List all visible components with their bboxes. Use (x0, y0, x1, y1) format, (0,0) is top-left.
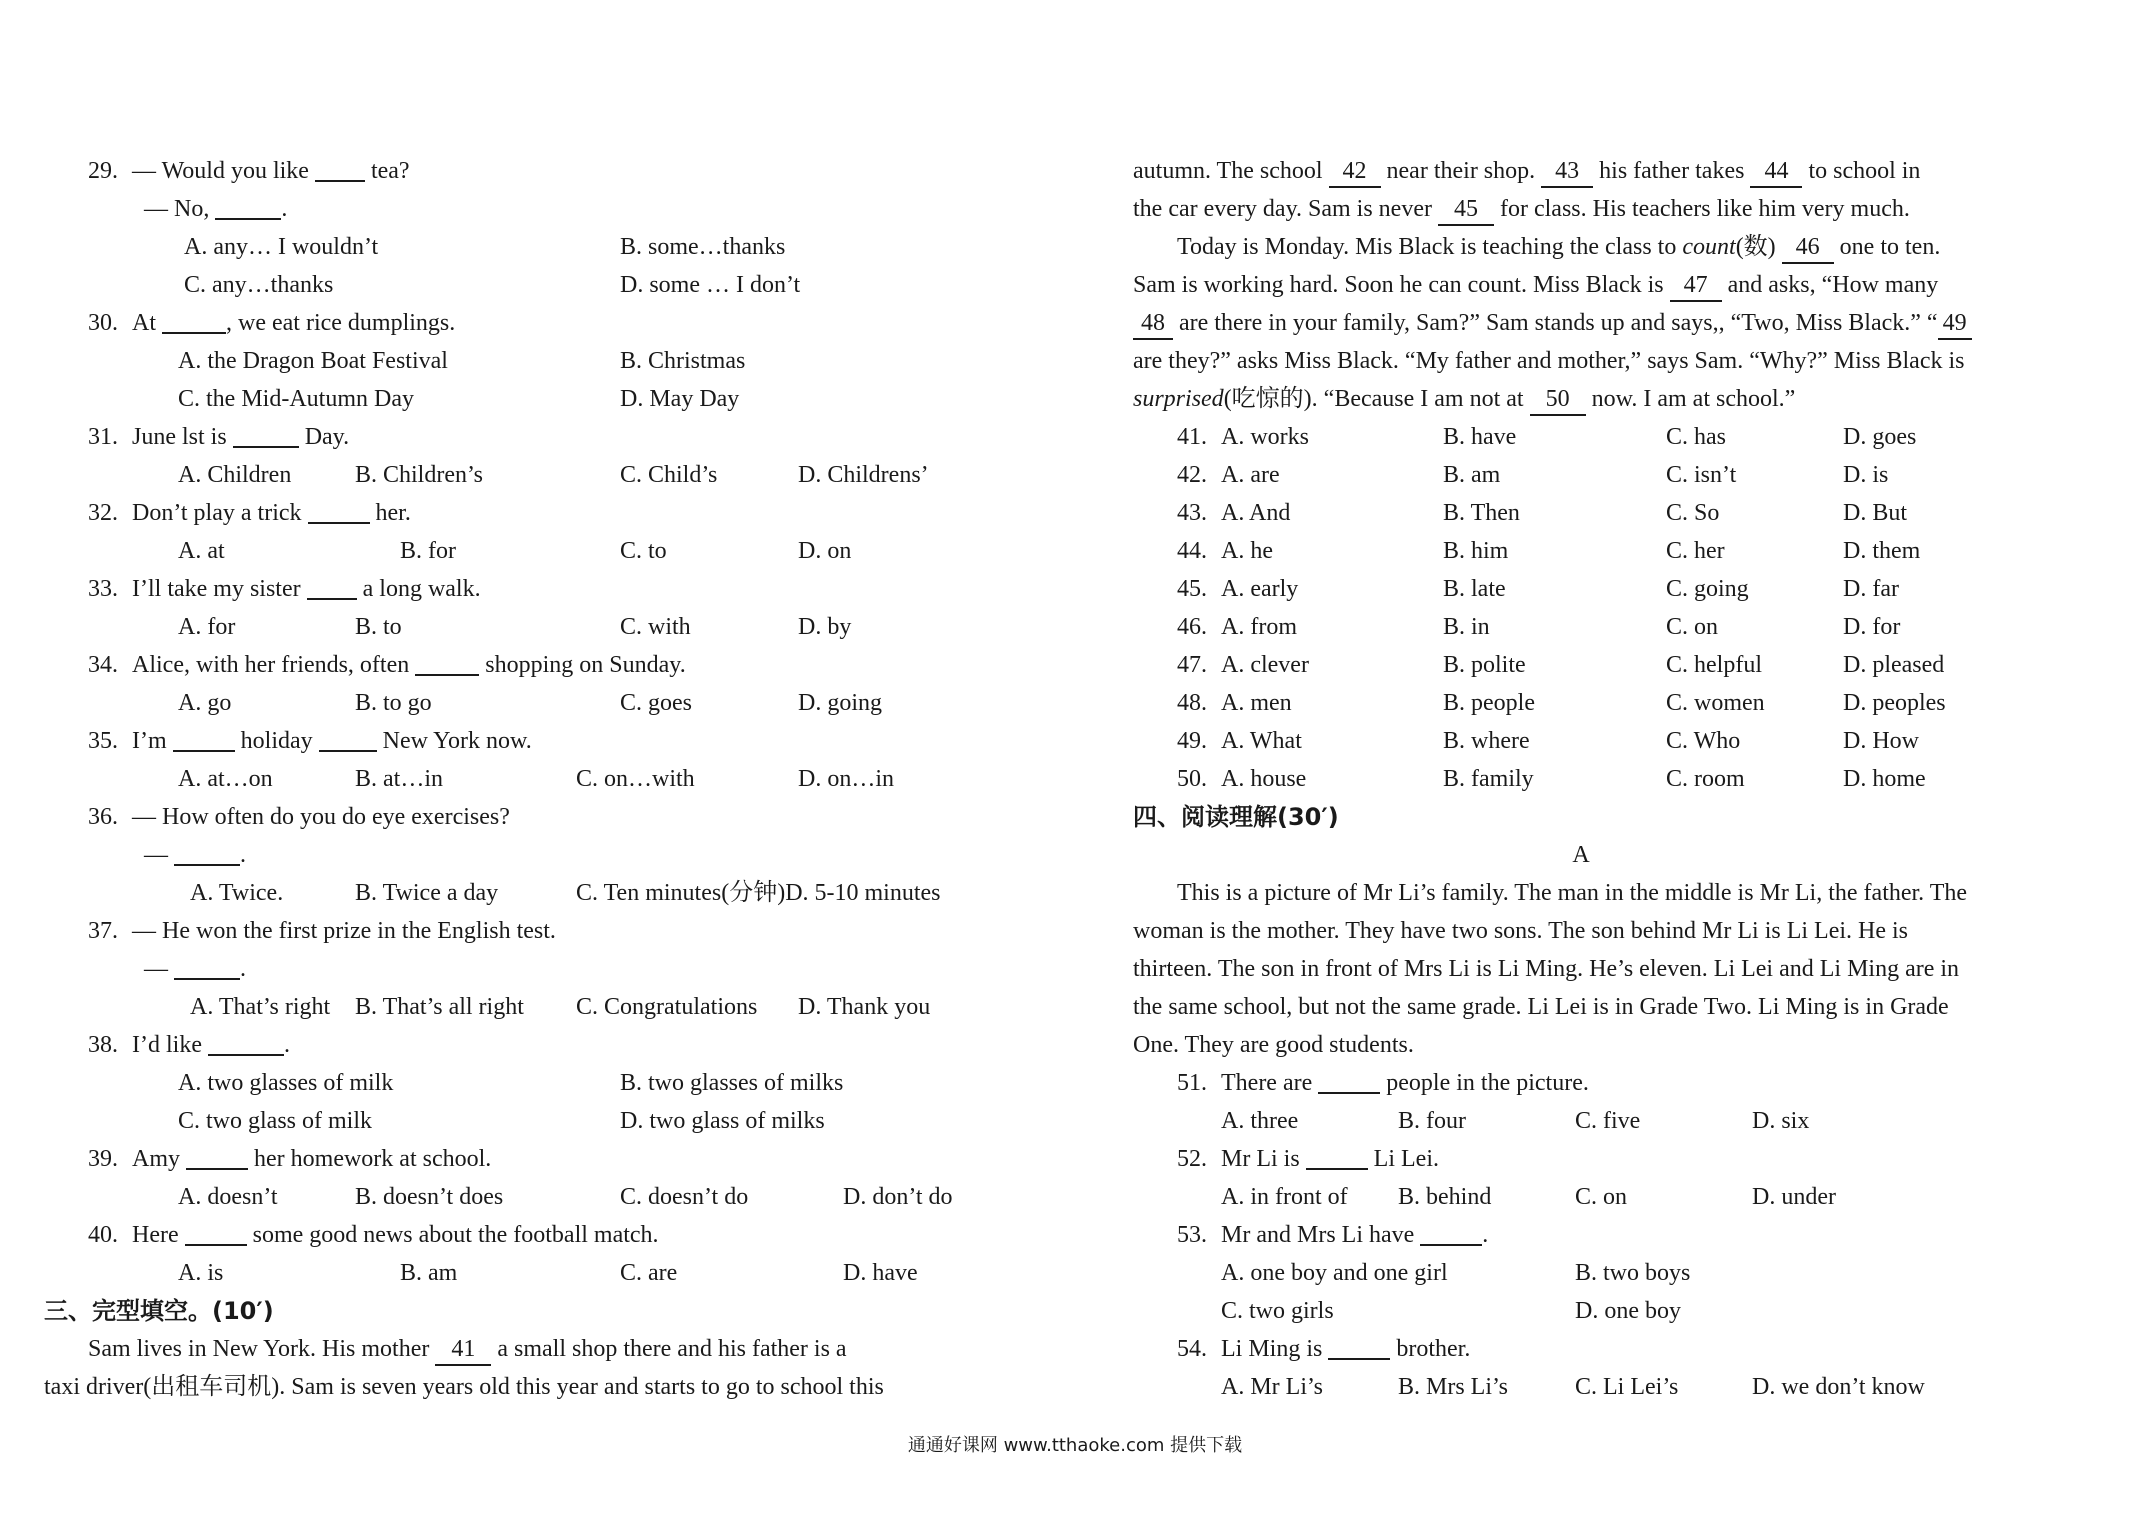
option-d: D. pleased (1843, 652, 1945, 678)
option-b: B. at…in (355, 766, 443, 792)
option-a: A. he (1221, 538, 1273, 564)
right-column (1133, 152, 2029, 1406)
passage-label-text: A (1572, 842, 1590, 868)
option-b: B. two boys (1575, 1260, 1691, 1286)
option-b: B. two glasses of milks (620, 1070, 844, 1096)
option-c: C. the Mid-Autumn Day (178, 386, 414, 412)
question-31 (88, 418, 988, 456)
passage-text: the same school, but not the same grade. Li Lei is in Grade Two. Li Ming is in Grade (1133, 994, 1949, 1020)
question-52-options (1133, 1178, 2029, 1216)
option-c: C. on (1666, 614, 1719, 640)
question-stem: Alice, with her friends, often (132, 652, 410, 678)
question-stem: Don’t play a trick (132, 500, 302, 526)
question-number: 49. (1177, 728, 1207, 754)
answer-blank (233, 420, 299, 448)
passage-text: Today is Monday. Mis Black is teaching the class to (1177, 234, 1677, 260)
question-31-options (88, 456, 988, 494)
option-b: B. That’s all right (355, 994, 524, 1020)
numbered-blank-41: 41 (435, 1334, 491, 1366)
question-53-options (1133, 1292, 2029, 1330)
passage-text: now. I am at school.” (1591, 386, 1796, 412)
option-c: C. on…with (576, 766, 695, 792)
passage-label (1133, 836, 2029, 874)
option-d: D. going (798, 690, 882, 716)
answer-blank (162, 306, 226, 334)
option-a: A. any… I wouldn’t (184, 234, 379, 260)
option-c: C. room (1666, 766, 1745, 792)
question-40 (88, 1216, 988, 1254)
question-stem: Amy (132, 1146, 180, 1172)
option-c: C. Congratulations (576, 994, 758, 1020)
option-b: B. to (355, 614, 402, 640)
question-number: 44. (1177, 538, 1207, 564)
passage-text: one to ten. (1839, 234, 1941, 260)
passage-text: (数) (1735, 234, 1776, 260)
question-29-options (88, 266, 988, 304)
question-number: 38. (88, 1032, 118, 1058)
answer-blank (1420, 1218, 1482, 1246)
page-footer (0, 1427, 2150, 1465)
cloze-option-row (1133, 494, 2029, 532)
question-32 (88, 494, 988, 532)
section-heading-text: 三、完型填空。(10′) (44, 1297, 274, 1325)
footer-text: 通通好课网 www.tthaoke.com 提供下载 (907, 1435, 1243, 1456)
numbered-blank-48: 48 (1133, 308, 1173, 340)
cloze-passage-line-1 (88, 1330, 988, 1368)
cloze-option-row (1133, 532, 2029, 570)
option-d: D. have (843, 1260, 918, 1286)
question-54 (1133, 1330, 2029, 1368)
question-33 (88, 570, 988, 608)
option-d: D. goes (1843, 424, 1917, 450)
question-stem: Li Ming is (1221, 1336, 1323, 1362)
option-b: B. am (400, 1260, 458, 1286)
reading-passage-line-1 (1133, 874, 2029, 912)
question-stem: There are (1221, 1070, 1313, 1096)
option-a: A. clever (1221, 652, 1309, 678)
option-c: C. are (620, 1260, 678, 1286)
option-b: B. to go (355, 690, 432, 716)
option-b: B. Mrs Li’s (1398, 1374, 1509, 1400)
reply-text: — (144, 956, 168, 982)
reply-text: — No, (144, 196, 210, 222)
section-3-heading (44, 1292, 988, 1330)
answer-blank (186, 1142, 248, 1170)
question-35 (88, 722, 988, 760)
question-stem: — Would you like (132, 158, 309, 184)
answer-blank (319, 724, 377, 752)
question-stem: , we eat rice dumplings. (226, 310, 456, 336)
passage-text: are they?” asks Miss Black. “My father and mother,” says Sam. “Why?” Miss Black is (1133, 348, 1965, 374)
cloze-passage-line-6 (1133, 266, 2029, 304)
passage-text: to school in (1808, 158, 1921, 184)
answer-blank (315, 154, 365, 182)
question-32-options (88, 532, 988, 570)
numbered-blank-50: 50 (1530, 384, 1586, 416)
option-d: D. on…in (798, 766, 894, 792)
option-c: C. any…thanks (184, 272, 334, 298)
option-b: B. where (1443, 728, 1530, 754)
option-d: D. But (1843, 500, 1908, 526)
cloze-option-row (1133, 646, 2029, 684)
cloze-option-row (1133, 418, 2029, 456)
cloze-option-row (1133, 722, 2029, 760)
option-a: A. That’s right (190, 994, 331, 1020)
question-stem: her. (375, 500, 411, 526)
cloze-option-row (1133, 456, 2029, 494)
option-d: D. two glass of milks (620, 1108, 825, 1134)
question-38-options (88, 1064, 988, 1102)
numbered-blank-43: 43 (1541, 156, 1593, 188)
option-b: B. four (1398, 1108, 1466, 1134)
option-a: A. from (1221, 614, 1297, 640)
option-d: D. on (798, 538, 852, 564)
answer-blank (1306, 1142, 1368, 1170)
passage-text: Sam is working hard. Soon he can count. Miss Black is (1133, 272, 1664, 298)
question-stem: Here (132, 1222, 179, 1248)
question-37-options (88, 988, 988, 1026)
question-stem: holiday (240, 728, 313, 754)
option-a: A. Mr Li’s (1221, 1374, 1323, 1400)
option-a: A. go (178, 690, 232, 716)
question-52 (1133, 1140, 2029, 1178)
option-c: C. two glass of milk (178, 1108, 373, 1134)
question-number: 50. (1177, 766, 1207, 792)
option-d: D. Thank you (798, 994, 931, 1020)
option-d: D. them (1843, 538, 1921, 564)
question-stem: some good news about the football match. (252, 1222, 659, 1248)
option-c: C. has (1666, 424, 1726, 450)
question-number: 45. (1177, 576, 1207, 602)
question-38 (88, 1026, 988, 1064)
option-d: D. peoples (1843, 690, 1946, 716)
passage-text: a small shop there and his father is a (497, 1336, 847, 1362)
option-c: C. on (1575, 1184, 1628, 1210)
answer-blank (174, 952, 240, 980)
question-stem: — He won the first prize in the English test. (132, 918, 556, 944)
option-d: D. for (1843, 614, 1901, 640)
option-b: B. polite (1443, 652, 1526, 678)
question-number: 35. (88, 728, 118, 754)
numbered-blank-42: 42 (1329, 156, 1381, 188)
option-a: A. the Dragon Boat Festival (178, 348, 448, 374)
passage-text: and asks, “How many (1727, 272, 1939, 298)
option-a: A. is (178, 1260, 224, 1286)
option-a: A. for (178, 614, 236, 640)
passage-text: his father takes (1599, 158, 1745, 184)
question-35-options (88, 760, 988, 798)
question-stem: Li Lei. (1373, 1146, 1439, 1172)
passage-text: (吃惊的). “Because I am not at (1223, 386, 1524, 412)
question-30-options (88, 380, 988, 418)
question-number: 47. (1177, 652, 1207, 678)
option-b: B. Then (1443, 500, 1520, 526)
question-number: 54. (1177, 1336, 1207, 1362)
answer-blank (1318, 1066, 1380, 1094)
cloze-option-row (1133, 608, 2029, 646)
question-number: 37. (88, 918, 118, 944)
question-number: 43. (1177, 500, 1207, 526)
question-number: 32. (88, 500, 118, 526)
question-36-options (88, 874, 988, 912)
option-a: A. two glasses of milk (178, 1070, 394, 1096)
option-b: B. people (1443, 690, 1535, 716)
option-a: A. works (1221, 424, 1309, 450)
question-stem: her homework at school. (254, 1146, 492, 1172)
question-37-reply (88, 950, 988, 988)
option-c: C. with (620, 614, 691, 640)
question-38-options (88, 1102, 988, 1140)
question-number: 52. (1177, 1146, 1207, 1172)
numbered-blank-46: 46 (1782, 232, 1834, 264)
section-heading-text: 四、阅读理解(30′) (1133, 803, 1339, 831)
passage-text: the car every day. Sam is never (1133, 196, 1432, 222)
cloze-options-list (1133, 418, 2029, 798)
passage-text: surprised (1133, 386, 1224, 412)
question-29-options (88, 228, 988, 266)
cloze-passage-line-5 (1133, 228, 2029, 266)
option-d: D. home (1843, 766, 1926, 792)
cloze-passage-line-2 (44, 1368, 988, 1406)
question-number: 48. (1177, 690, 1207, 716)
answer-blank (307, 572, 357, 600)
passage-text: Sam lives in New York. His mother (88, 1336, 430, 1362)
question-number: 39. (88, 1146, 118, 1172)
option-d: D. is (1843, 462, 1889, 488)
numbered-blank-47: 47 (1670, 270, 1722, 302)
passage-text: One. They are good students. (1133, 1032, 1414, 1058)
option-a: A. at…on (178, 766, 273, 792)
question-30-options (88, 342, 988, 380)
option-a: A. Twice. (190, 880, 284, 906)
question-number: 41. (1177, 424, 1207, 450)
passage-text: are there in your family, Sam?” Sam stands up and says,, “Two, Miss Black.” “ (1179, 310, 1938, 336)
option-a: A. And (1221, 500, 1291, 526)
left-column (44, 152, 988, 1406)
option-d: D. under (1752, 1184, 1836, 1210)
question-stem: people in the picture. (1386, 1070, 1589, 1096)
question-number: 34. (88, 652, 118, 678)
answer-blank (308, 496, 370, 524)
passage-text: This is a picture of Mr Li’s family. The man in the middle is Mr Li, the father. The (1177, 880, 1968, 906)
option-c: C. five (1575, 1108, 1641, 1134)
question-40-options (88, 1254, 988, 1292)
option-c: C. helpful (1666, 652, 1762, 678)
option-b: B. some…thanks (620, 234, 786, 260)
option-c: C. her (1666, 538, 1725, 564)
reading-passage-line-5 (1133, 1026, 2029, 1064)
question-number: 53. (1177, 1222, 1207, 1248)
cloze-option-row (1133, 760, 2029, 798)
answer-blank (173, 724, 235, 752)
option-b: B. have (1443, 424, 1517, 450)
question-33-options (88, 608, 988, 646)
option-b: B. behind (1398, 1184, 1492, 1210)
question-number: 30. (88, 310, 118, 336)
option-a: A. three (1221, 1108, 1299, 1134)
option-d: D. Childrens’ (798, 462, 929, 488)
option-c: C. women (1666, 690, 1765, 716)
option-b: B. for (400, 538, 456, 564)
question-stem: Mr and Mrs Li have (1221, 1222, 1415, 1248)
section-4-heading (1133, 798, 2029, 836)
question-number: 29. (88, 158, 118, 184)
question-51 (1133, 1064, 2029, 1102)
option-c: C. two girls (1221, 1298, 1334, 1324)
option-d: D. one boy (1575, 1298, 1681, 1324)
option-c: C. to (620, 538, 667, 564)
answer-blank (1328, 1332, 1390, 1360)
passage-text: taxi driver(出租车司机). Sam is seven years old this year and starts to go to school this (44, 1374, 884, 1400)
question-37 (88, 912, 988, 950)
question-53 (1133, 1216, 2029, 1254)
option-a: A. doesn’t (178, 1184, 278, 1210)
question-30 (88, 304, 988, 342)
question-51-options (1133, 1102, 2029, 1140)
cloze-option-row (1133, 684, 2029, 722)
passage-text: count (1682, 234, 1736, 260)
question-34-options (88, 684, 988, 722)
option-a: A. early (1221, 576, 1299, 602)
question-number: 36. (88, 804, 118, 830)
question-number: 31. (88, 424, 118, 450)
numbered-blank-45: 45 (1438, 194, 1494, 226)
question-number: 46. (1177, 614, 1207, 640)
option-b: B. am (1443, 462, 1501, 488)
question-stem: Mr Li is (1221, 1146, 1300, 1172)
option-d: D. some … I don’t (620, 272, 801, 298)
option-c: C. goes (620, 690, 692, 716)
reply-text: — (144, 842, 168, 868)
question-29-reply (88, 190, 988, 228)
passage-text: woman is the mother. They have two sons. The son behind Mr Li is Li Lei. He is (1133, 918, 1909, 944)
answer-blank (185, 1218, 247, 1246)
question-stem: New York now. (382, 728, 532, 754)
question-36 (88, 798, 988, 836)
reading-passage-line-4 (1133, 988, 2029, 1026)
question-29 (88, 152, 988, 190)
reading-passage-line-2 (1133, 912, 2029, 950)
option-a: A. What (1221, 728, 1302, 754)
question-53-options (1133, 1254, 2029, 1292)
question-stem: I’ll take my sister (132, 576, 301, 602)
option-d: D. How (1843, 728, 1919, 754)
option-c: C. isn’t (1666, 462, 1737, 488)
option-d: D. don’t do (843, 1184, 953, 1210)
option-b: B. Twice a day (355, 880, 499, 906)
question-stem: . (1482, 1222, 1489, 1248)
option-a: A. men (1221, 690, 1292, 716)
reply-text: . (240, 956, 246, 982)
option-d: D. far (1843, 576, 1899, 602)
question-stem: tea? (370, 158, 410, 184)
option-c: C. Child’s (620, 462, 718, 488)
question-stem: . (283, 1032, 290, 1058)
numbered-blank-44: 44 (1750, 156, 1802, 188)
question-stem: — How often do you do eye exercises? (132, 804, 510, 830)
cloze-option-row (1133, 570, 2029, 608)
question-stem: I’m (132, 728, 167, 754)
reply-text: . (240, 842, 246, 868)
question-number: 42. (1177, 462, 1207, 488)
option-a: A. Children (178, 462, 292, 488)
option-d: D. six (1752, 1108, 1810, 1134)
option-a: A. house (1221, 766, 1307, 792)
question-stem: Day. (304, 424, 350, 450)
option-b: B. Children’s (355, 462, 484, 488)
option-b: B. doesn’t does (355, 1184, 504, 1210)
option-d: D. May Day (620, 386, 740, 412)
option-b: B. in (1443, 614, 1490, 640)
question-number: 51. (1177, 1070, 1207, 1096)
passage-text: autumn. The school (1133, 158, 1323, 184)
question-stem: At (132, 310, 156, 336)
option-b: B. Christmas (620, 348, 746, 374)
option-b: B. late (1443, 576, 1506, 602)
option-c: C. doesn’t do (620, 1184, 749, 1210)
option-a: A. one boy and one girl (1221, 1260, 1448, 1286)
answer-blank (208, 1028, 284, 1056)
option-c-d: C. Ten minutes(分钟)D. 5-10 minutes (576, 880, 941, 906)
option-c: C. So (1666, 500, 1720, 526)
option-d: D. by (798, 614, 852, 640)
question-stem: I’d like (132, 1032, 202, 1058)
question-number: 40. (88, 1222, 118, 1248)
question-39 (88, 1140, 988, 1178)
option-b: B. family (1443, 766, 1534, 792)
option-c: C. going (1666, 576, 1749, 602)
question-34 (88, 646, 988, 684)
reply-text: . (281, 196, 288, 222)
passage-text: for class. His teachers like him very much. (1499, 196, 1910, 222)
question-36-reply (88, 836, 988, 874)
cloze-passage-line-7 (1133, 304, 2029, 342)
option-c: C. Li Lei’s (1575, 1374, 1679, 1400)
option-a: A. at (178, 538, 225, 564)
question-stem: shopping on Sunday. (485, 652, 686, 678)
option-b: B. him (1443, 538, 1509, 564)
cloze-passage-line-3 (1133, 152, 2029, 190)
question-stem: a long walk. (362, 576, 481, 602)
question-39-options (88, 1178, 988, 1216)
reading-passage-line-3 (1133, 950, 2029, 988)
numbered-blank-49: 49 (1938, 308, 1972, 340)
answer-blank (174, 838, 240, 866)
cloze-passage-line-9 (1133, 380, 2029, 418)
option-a: A. in front of (1221, 1184, 1348, 1210)
option-d: D. we don’t know (1752, 1374, 1925, 1400)
answer-blank (215, 192, 281, 220)
question-stem: brother. (1396, 1336, 1471, 1362)
question-stem: June lst is (132, 424, 227, 450)
passage-text: near their shop. (1386, 158, 1536, 184)
question-number: 33. (88, 576, 118, 602)
option-a: A. are (1221, 462, 1280, 488)
cloze-passage-line-8 (1133, 342, 2029, 380)
option-c: C. Who (1666, 728, 1741, 754)
cloze-passage-line-4 (1133, 190, 2029, 228)
question-54-options (1133, 1368, 2029, 1406)
passage-text: thirteen. The son in front of Mrs Li is Li Ming. He’s eleven. Li Lei and Li Ming are in (1133, 956, 1960, 982)
answer-blank (415, 648, 479, 676)
